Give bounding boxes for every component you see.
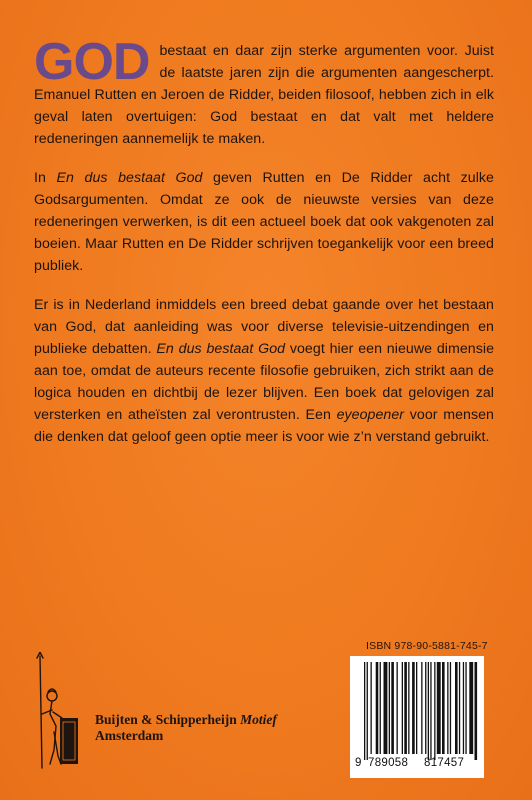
isbn-label: ISBN 978-90-5881-745-7	[366, 640, 488, 652]
barcode-bar	[425, 662, 426, 754]
blurb-paragraph-1	[34, 33, 494, 150]
barcode	[350, 656, 484, 778]
eyeopener-italic: eyeopener	[336, 407, 405, 423]
barcode-bar	[404, 662, 407, 754]
paragraph-2-text-b: geven Rutten en De Ridder acht zulke Godsargumenten. Omdat ze ook de nieuwste versies van deze redeneringen verwerken, is dit een actueel boek dat ook vakgenoten zal boeien. Maar Rutten en De Ridder schrijven toegankelijk voor een breed publiek.	[34, 170, 494, 274]
barcode-bar	[428, 662, 429, 760]
barcode-bar	[371, 662, 372, 754]
barcode-bar	[364, 662, 365, 760]
barcode-bars	[350, 656, 484, 760]
barcode-bar	[391, 662, 394, 754]
publisher-imprint: Motief	[240, 712, 277, 727]
barcode-bar	[434, 662, 435, 760]
barcode-digit-group-2: 817457	[424, 757, 465, 769]
barcode-bar	[442, 662, 445, 754]
barcode-bar	[380, 662, 381, 754]
barcode-bar	[463, 662, 464, 754]
barcode-bar	[408, 662, 409, 754]
blurb-paragraph-3	[34, 294, 494, 448]
paragraph-1-text: bestaat en daar zijn sterke argumenten voor. Juist de laatste jaren zijn die argumenten aangescherpt. Emanuel Rutten en Jeroen de Ridder, beiden filosoof, hebben zich in elk geval laten overtuigen: God bestaat en dat valt met heldere redeneringen aannemelijk te maken.	[34, 43, 494, 147]
book-title-italic: En dus bestaat God	[56, 170, 203, 186]
barcode-first-digit: 9	[355, 757, 362, 769]
paragraph-3-text-a: Er is in Nederland inmiddels een breed debat gaande over het bestaan van God, dat aanleiding was voor diverse televisie-uitzendingen en publieke debatten.	[34, 297, 494, 357]
barcode-bar	[469, 662, 473, 754]
barcode-bar	[384, 662, 388, 754]
barcode-bar	[416, 662, 417, 754]
barcode-bar	[475, 662, 478, 760]
barcode-bar	[450, 662, 451, 754]
paragraph-3-text-b: voegt hier een nieuwe dimensie aan toe, omdat de auteurs recente filosofie gebruiken, zich strikt aan de logica houden en dichtbij de lezer blijven. Een boek dat gelovigen zal versterken en atheïsten zal verontrusten. Een	[34, 341, 495, 423]
barcode-digit-group-1: 789058	[368, 757, 409, 769]
barcode-bar	[389, 662, 390, 754]
barcode-bar	[397, 662, 398, 754]
publisher-name: Buijten & Schipperheijn	[95, 712, 237, 727]
paragraph-2-text-a: In	[34, 170, 57, 186]
barcode-bar	[376, 662, 379, 754]
publisher-info	[95, 712, 277, 744]
barcode-bar	[402, 662, 403, 754]
barcode-bar	[465, 662, 466, 754]
barcode-bar	[421, 662, 422, 754]
barcode-bar	[437, 662, 441, 754]
book-title-italic: En dus bestaat God	[156, 341, 286, 357]
paragraph-3-text-c: voor mensen die denken dat geloof geen optie meer is voor wie z’n verstand gebruikt.	[34, 407, 494, 445]
barcode-bar	[447, 662, 448, 754]
barcode-bar	[459, 662, 460, 754]
publisher-city: Amsterdam	[95, 728, 164, 743]
god-heading-word: GOD	[34, 33, 150, 91]
barcode-bar	[367, 662, 368, 760]
barcode-bar	[455, 662, 458, 754]
barcode-bar	[430, 662, 431, 760]
publisher-logo-icon	[28, 652, 88, 777]
blurb-paragraph-2	[34, 167, 494, 277]
publisher-name-line	[95, 712, 277, 728]
barcode-bar	[412, 662, 415, 754]
blurb-text	[34, 33, 495, 465]
